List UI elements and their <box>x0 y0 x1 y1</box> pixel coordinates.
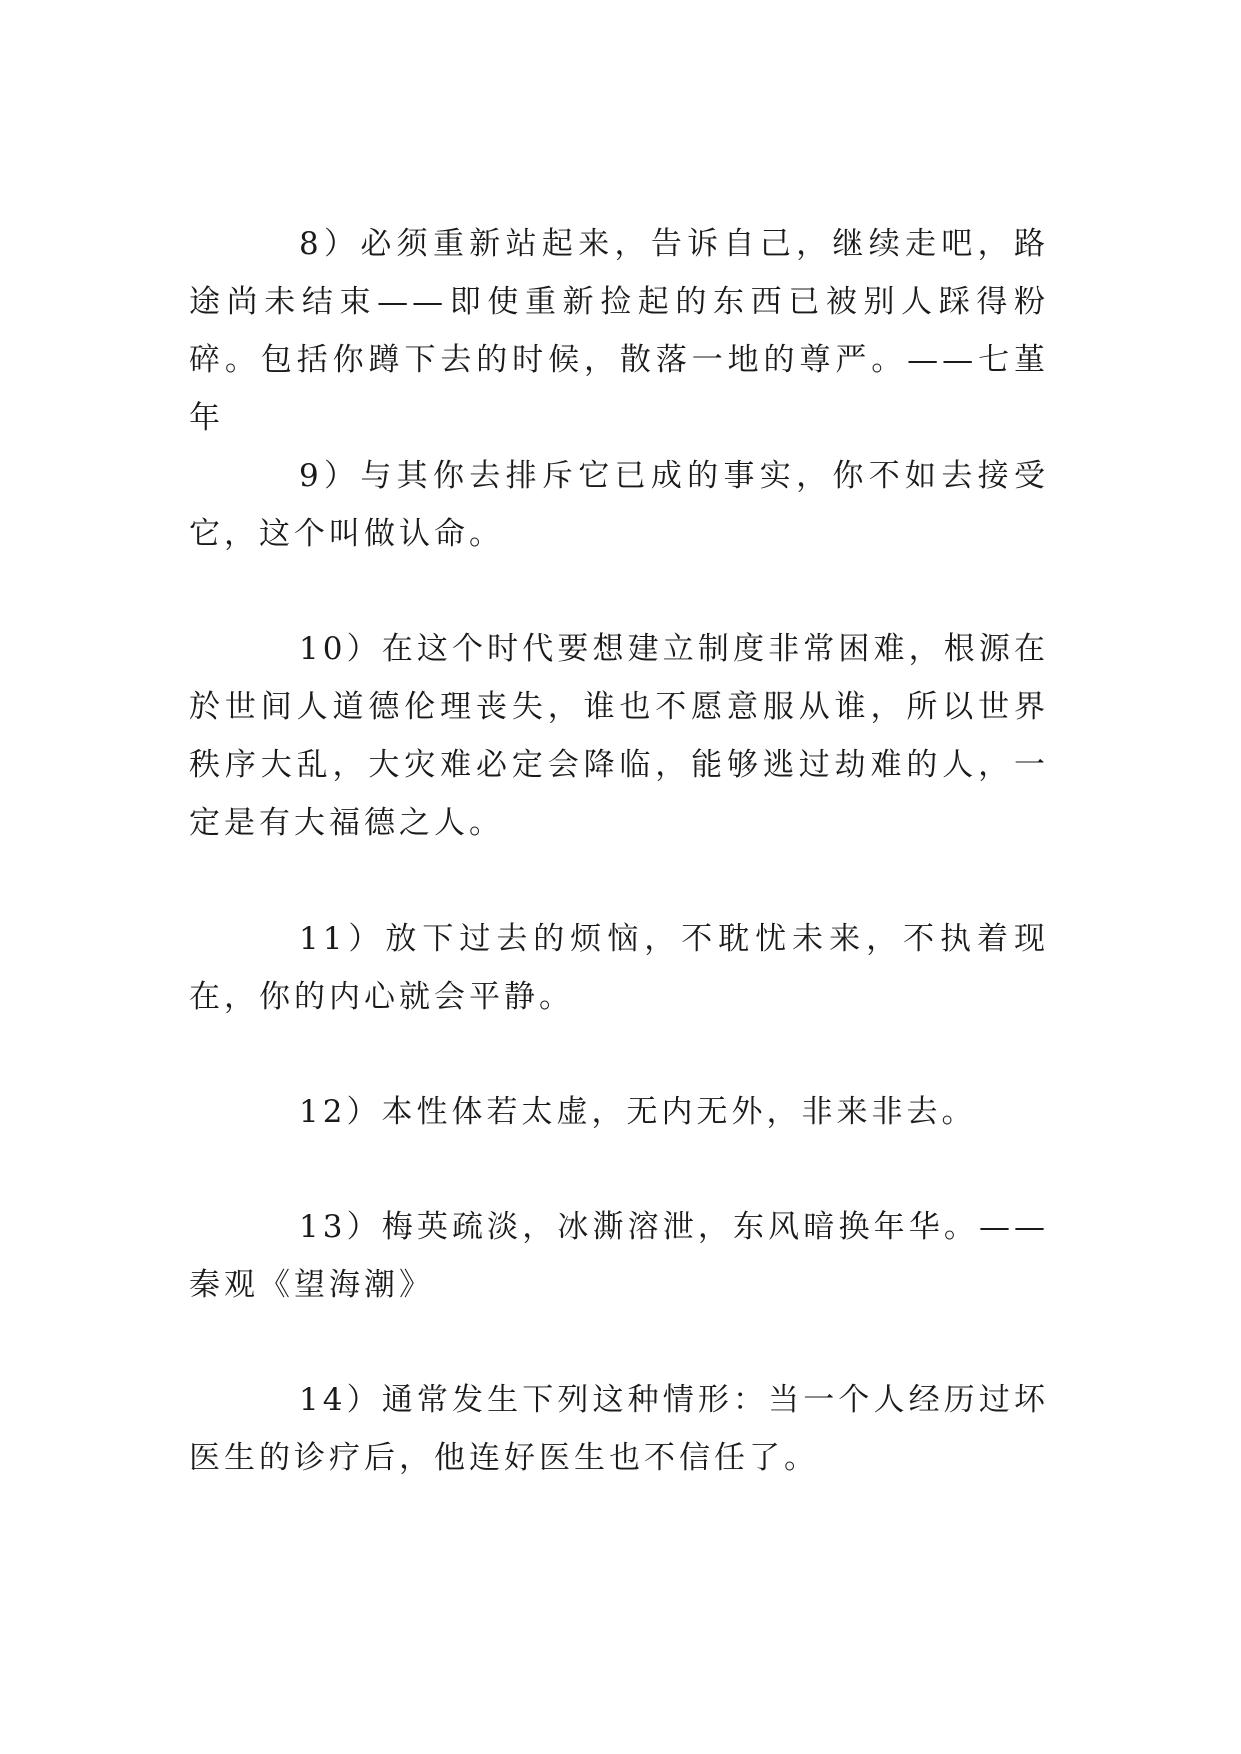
quote-paragraph-12: 12）本性体若太虚，无内无外，非来非去。 <box>299 1094 977 1130</box>
quote-paragraph-9: 9）与其你去排斥它已成的事实，你不如去接受它，这个叫做认命。 <box>189 458 1049 552</box>
quote-paragraph-13: 13）梅英疏淡，冰澌溶泄，东风暗换年华。——秦观《望海潮》 <box>189 1209 1049 1303</box>
quote-paragraph-8: 8）必须重新站起来，告诉自己，继续走吧，路途尚未结束——即使重新捡起的东西已被别人踩得粉碎。包括你蹲下去的时候，散落一地的尊严。——七堇年 <box>189 226 1049 436</box>
quote-paragraph-14: 14）通常发生下列这种情形：当一个人经历过坏医生的诊疗后，他连好医生也不信任了。 <box>189 1382 1049 1476</box>
quote-paragraph-10: 10）在这个时代要想建立制度非常困难，根源在於世间人道德伦理丧失，谁也不愿意服从谁，所以世界秩序大乱，大灾难必定会降临，能够逃过劫难的人，一定是有大福德之人。 <box>189 631 1049 841</box>
quote-paragraph-11: 11）放下过去的烦恼，不耽忧未来，不执着现在，你的内心就会平静。 <box>189 921 1049 1015</box>
